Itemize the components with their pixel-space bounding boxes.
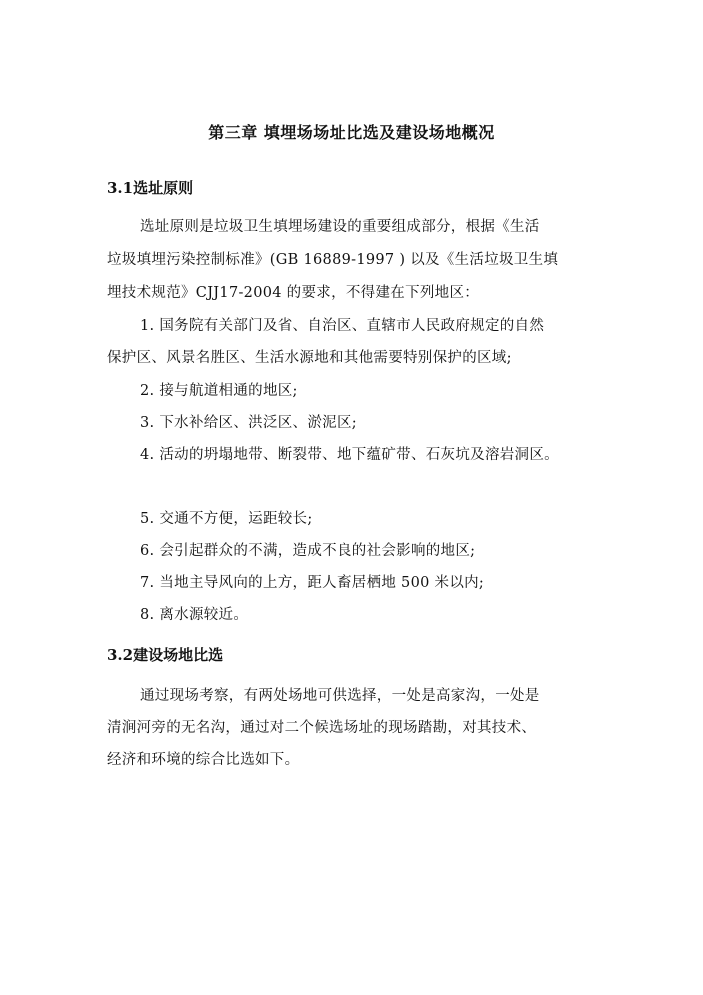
list-item: 4. 活动的坍塌地带、断裂带、地下蕴矿带、石灰坑及溶岩洞区。 xyxy=(140,447,559,463)
list-item-continuation: 保护区、风景名胜区、生活水源地和其他需要特别保护的区域; xyxy=(107,350,512,366)
paragraph-line: 埋技术规范》CJJ17-2004 的要求，不得建在下列地区： xyxy=(107,285,480,301)
list-item: 8. 离水源较近。 xyxy=(140,607,249,623)
list-item: 7. 当地主导风向的上方，距人畜居栖地 500 米以内; xyxy=(140,575,485,591)
paragraph-line: 垃圾填埋污染控制标准》(GB 16889-1997 ) 以及《生活垃圾卫生填 xyxy=(107,252,559,268)
paragraph-line: 经济和环境的综合比选如下。 xyxy=(107,752,300,768)
paragraph-line: 选址原则是垃圾卫生填埋场建设的重要组成部分，根据《生活 xyxy=(140,219,540,235)
section-heading-3-2: 3.2建设场地比选 xyxy=(107,646,224,664)
list-item: 5. 交通不方便，运距较长; xyxy=(140,511,313,527)
list-item: 2. 接与航道相通的地区; xyxy=(140,383,298,399)
list-item: 3. 下水补给区、洪泛区、淤泥区; xyxy=(140,415,357,431)
list-item: 1. 国务院有关部门及省、自治区、直辖市人民政府规定的自然 xyxy=(140,318,545,334)
list-item: 6. 会引起群众的不满，造成不良的社会影响的地区; xyxy=(140,543,476,559)
paragraph-line: 清涧河旁的无名沟，通过对二个候选场址的现场踏勘，对其技术、 xyxy=(107,720,537,736)
paragraph-line: 通过现场考察，有两处场地可供选择，一处是高家沟，一处是 xyxy=(140,688,540,704)
section-heading-3-1: 3.1选址原则 xyxy=(107,179,194,197)
chapter-title: 第三章 填埋场场址比选及建设场地概况 xyxy=(208,123,495,142)
